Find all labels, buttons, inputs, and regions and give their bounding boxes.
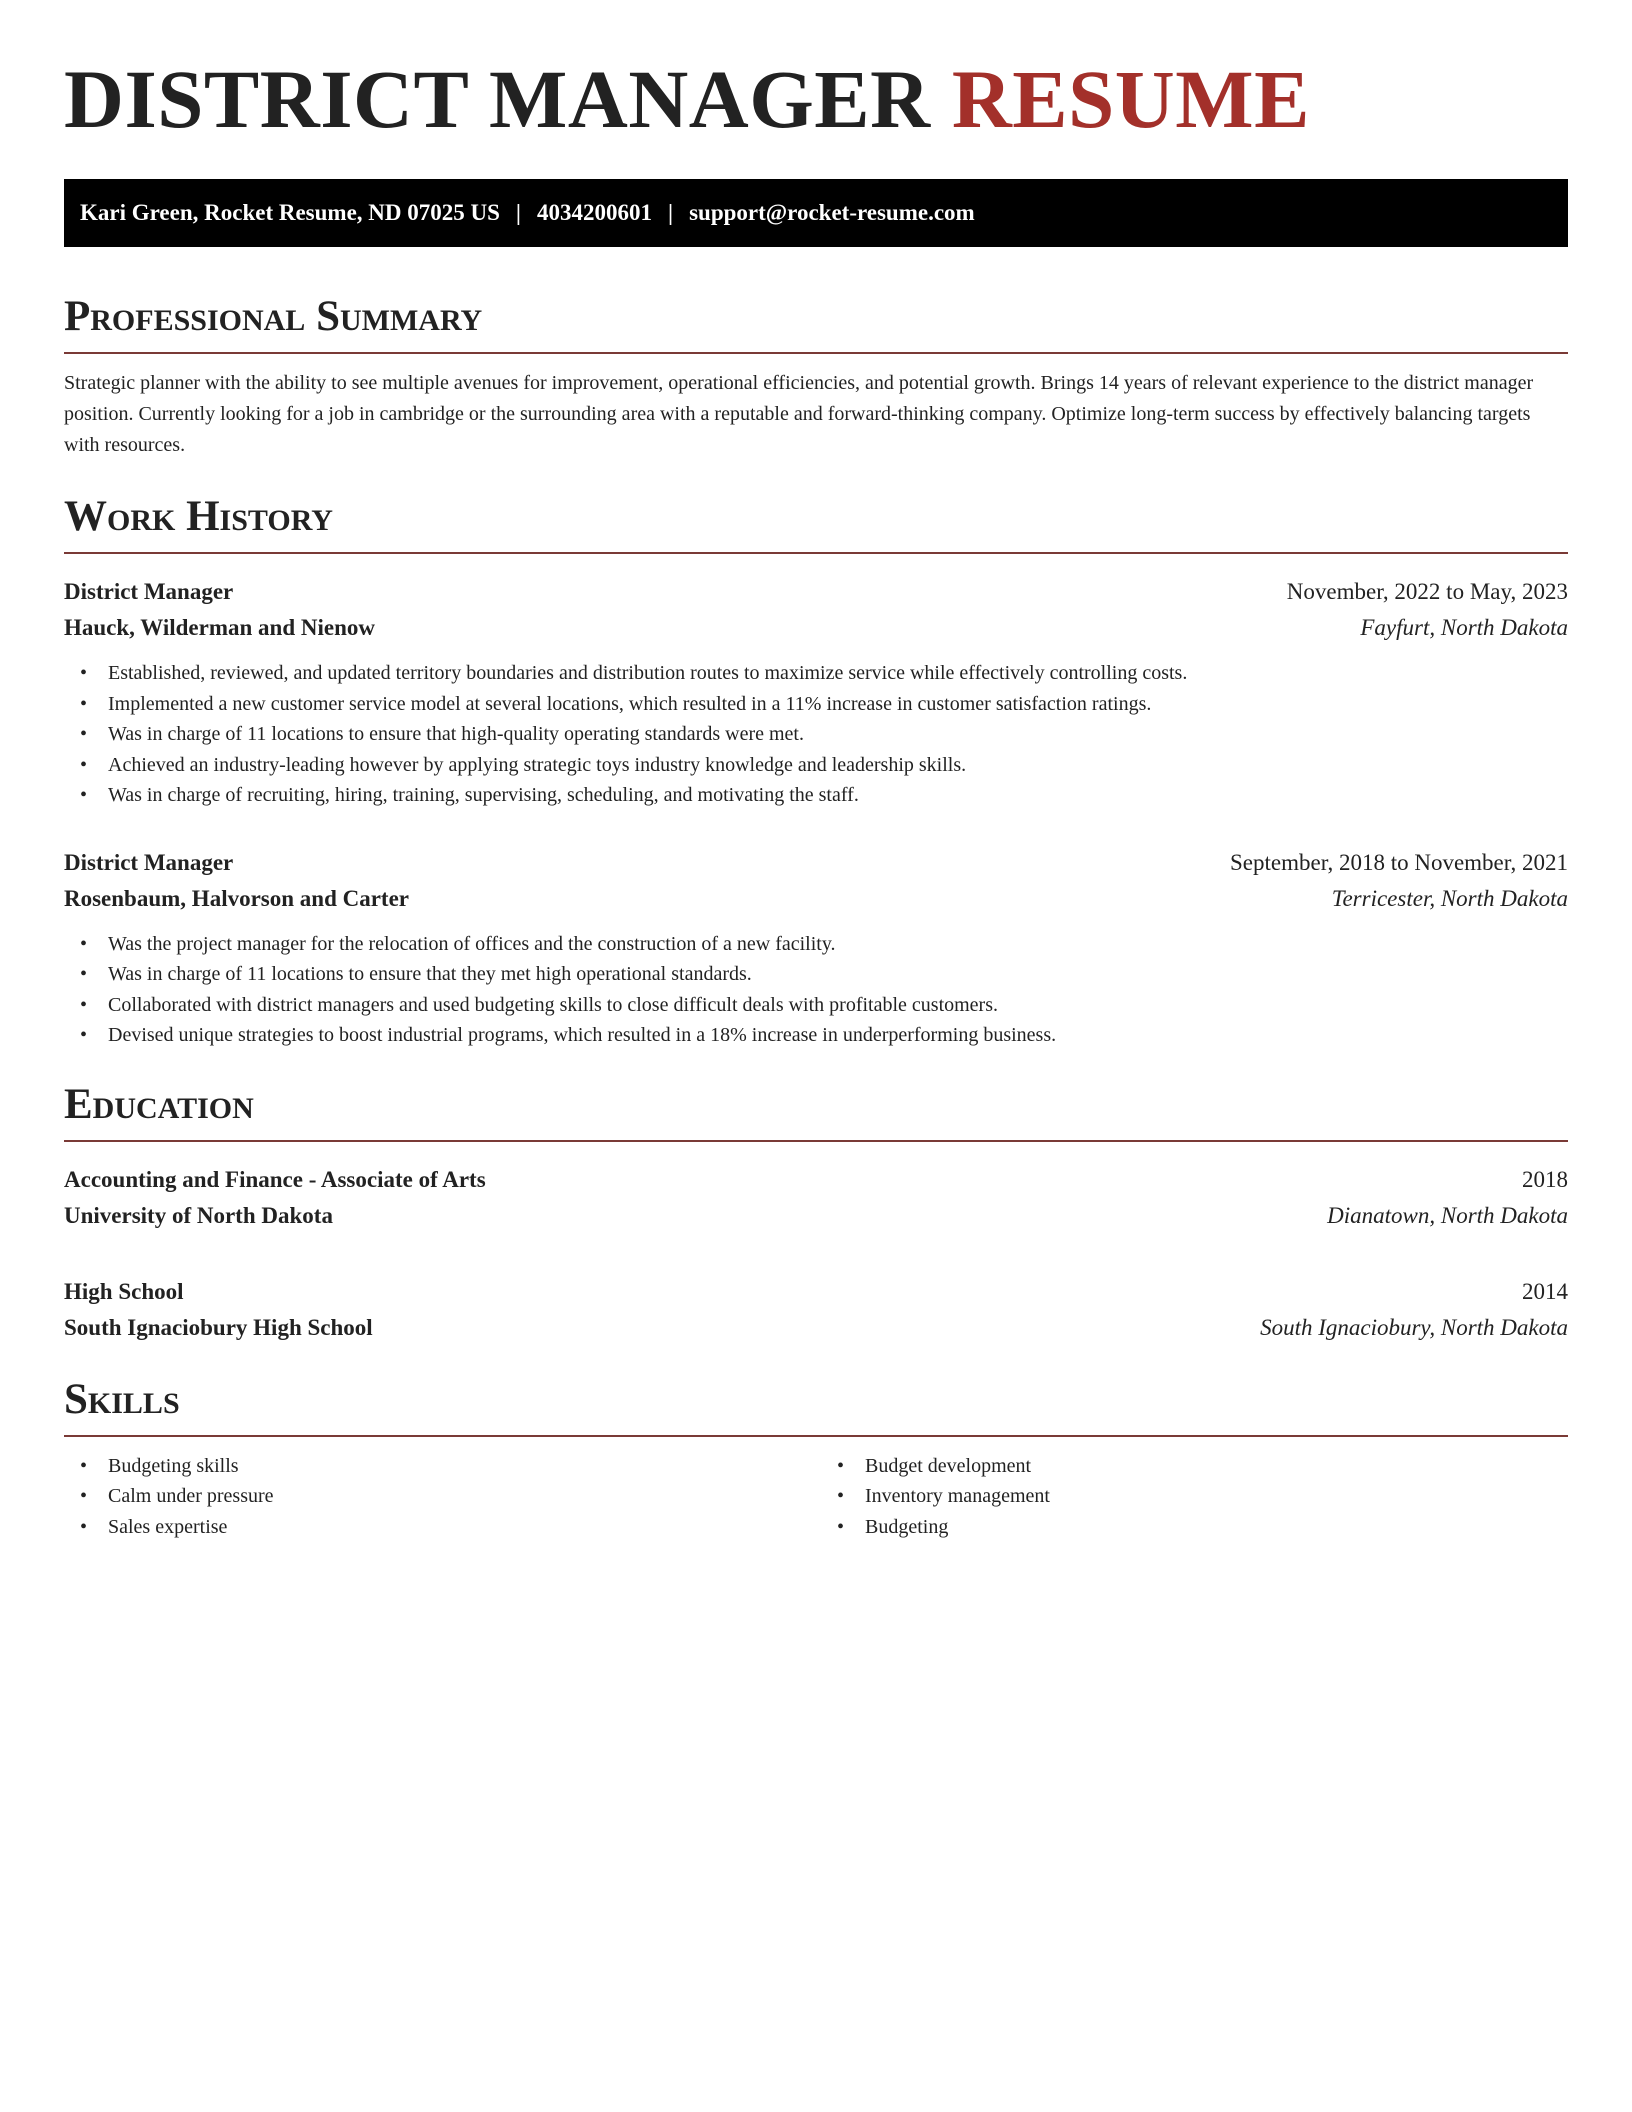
job-dates: November, 2022 to May, 2023 <box>1286 579 1568 604</box>
job-dates: September, 2018 to November, 2021 <box>1230 849 1568 875</box>
contact-separator: | <box>668 200 674 225</box>
education-degree-row <box>64 1274 1568 1310</box>
job-header-row <box>64 845 1568 881</box>
job-company: Rosenbaum, Halvorson and Carter <box>64 885 410 911</box>
job-bullets <box>64 658 1568 811</box>
skills-column-right <box>811 1451 1568 1543</box>
education-location: Dianatown, North Dakota <box>1327 1202 1568 1228</box>
education-location: South Ignaciobury, North Dakota <box>1260 1314 1568 1340</box>
job-location: Terricester, North Dakota <box>1331 885 1568 911</box>
job-bullet: • Implemented a new customer service model at several locations, which resulted in a 11% increase in customer satisfaction ratings. <box>64 689 1568 720</box>
contact-separator: | <box>515 200 521 225</box>
job-bullet: • Established, reviewed, and updated territory boundaries and distribution routes to maximize service while effectively controlling costs. <box>64 658 1568 689</box>
skill-item: • Budgeting skills <box>64 1451 811 1482</box>
job-bullet: • Devised unique strategies to boost industrial programs, which resulted in a 18% increase in underperforming business. <box>64 1020 1568 1051</box>
education-school: South Ignaciobury High School <box>64 1314 373 1340</box>
job-company-row <box>64 610 1568 646</box>
work-history-heading: Work History <box>64 495 1568 554</box>
job-entry <box>64 845 1568 1051</box>
job-company: Hauck, Wilderman and Nienow <box>64 615 375 640</box>
title-accent: RESUME <box>951 53 1310 145</box>
education-school-row <box>64 1310 1568 1346</box>
job-company-row <box>64 881 1568 917</box>
contact-bar <box>64 179 1568 247</box>
title-main: DISTRICT MANAGER <box>64 53 931 145</box>
education-heading: Education <box>64 1083 1568 1142</box>
skills-column-left <box>64 1451 811 1543</box>
job-entry <box>64 574 1568 811</box>
education-year: 2018 <box>1522 1166 1568 1192</box>
job-header-row <box>64 574 1568 610</box>
job-bullet: • Achieved an industry-leading however by applying strategic toys industry knowledge and leadership skills. <box>64 750 1568 781</box>
job-location: Fayfurt, North Dakota <box>1360 615 1568 640</box>
skills-heading: Skills <box>64 1378 1568 1437</box>
education-degree: Accounting and Finance - Associate of Arts <box>64 1166 486 1192</box>
skill-item: • Budget development <box>821 1451 1568 1482</box>
contact-address: Kari Green, Rocket Resume, ND 07025 US <box>80 200 500 225</box>
education-year: 2014 <box>1522 1278 1568 1304</box>
summary-heading: Professional Summary <box>64 295 1568 354</box>
skill-item: • Sales expertise <box>64 1512 811 1543</box>
job-bullet: • Was in charge of 11 locations to ensure that they met high operational standards. <box>64 959 1568 990</box>
contact-email: support@rocket-resume.com <box>689 200 975 225</box>
skill-item: • Calm under pressure <box>64 1481 811 1512</box>
job-bullet: • Collaborated with district managers and used budgeting skills to close difficult deals with profitable customers. <box>64 990 1568 1021</box>
education-school: University of North Dakota <box>64 1202 333 1228</box>
job-title: District Manager <box>64 579 234 604</box>
skill-item: • Budgeting <box>821 1512 1568 1543</box>
education-entry <box>64 1274 1568 1346</box>
education-entry <box>64 1162 1568 1234</box>
summary-text: Strategic planner with the ability to see multiple avenues for improvement, operational efficiencies, and potential growth. Brings 14 years of relevant experience to the district manager position. Currently looking for a job in cambridge or the surrounding area with a reputable and forward-thinking company. Optimize long-term success by effectively balancing targets with resources. <box>64 372 1534 456</box>
education-degree: High School <box>64 1278 184 1304</box>
job-bullet: • Was in charge of recruiting, hiring, training, supervising, scheduling, and motivating the staff. <box>64 780 1568 811</box>
education-degree-row <box>64 1162 1568 1198</box>
job-bullet: • Was in charge of 11 locations to ensure that high-quality operating standards were met. <box>64 719 1568 750</box>
contact-phone: 4034200601 <box>537 200 652 225</box>
skills-grid <box>64 1451 1568 1543</box>
skill-item: • Inventory management <box>821 1481 1568 1512</box>
job-bullets <box>64 929 1568 1051</box>
job-title: District Manager <box>64 849 234 875</box>
job-bullet: • Was the project manager for the relocation of offices and the construction of a new facility. <box>64 929 1568 960</box>
education-school-row <box>64 1198 1568 1234</box>
resume-title <box>64 53 1568 145</box>
